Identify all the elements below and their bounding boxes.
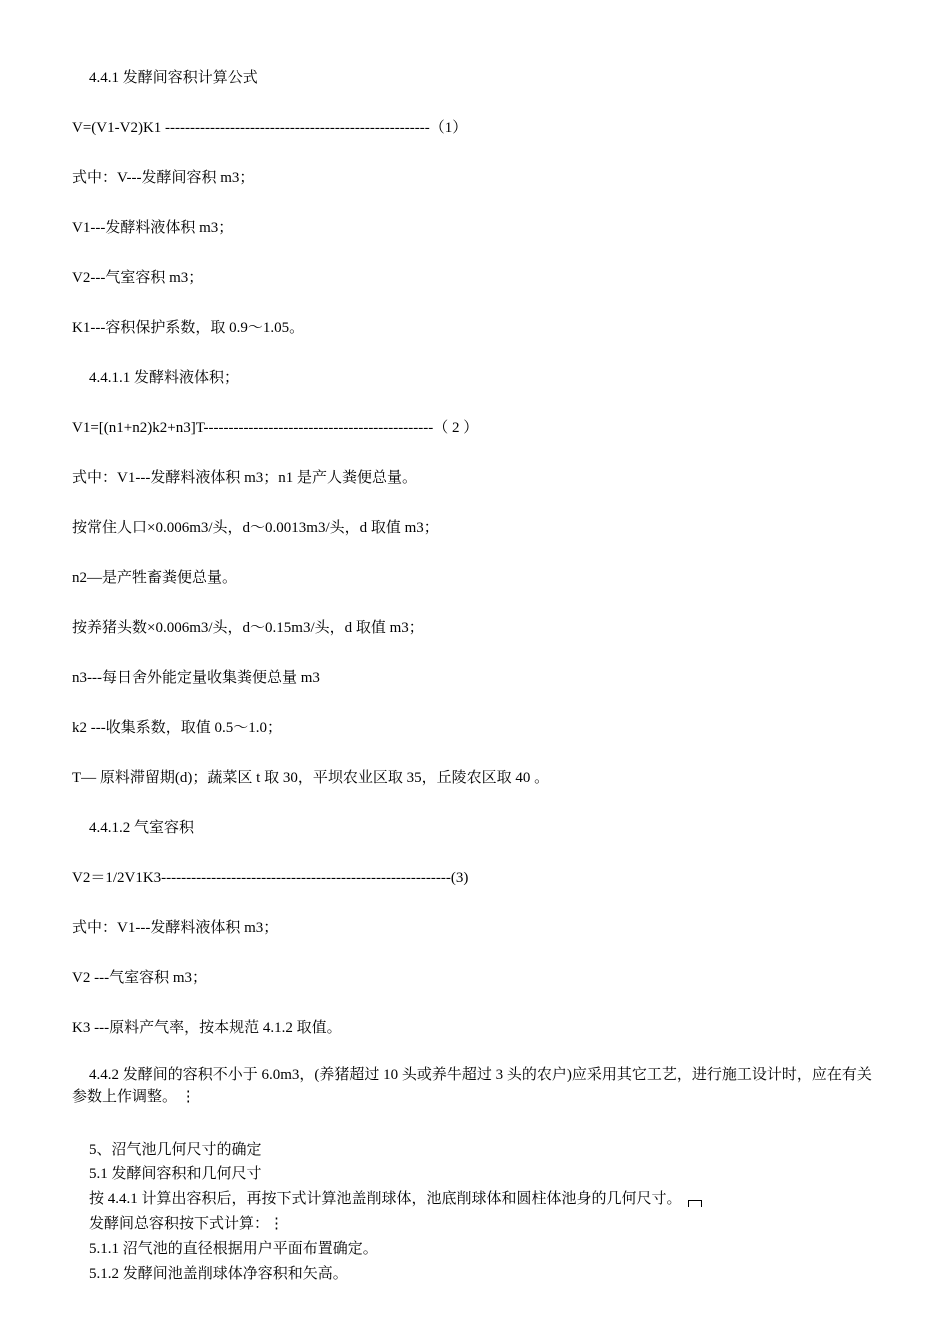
- paragraph-5-1-text: 按 4.4.1 计算出容积后，再按下式计算池盖削球体，池底削球体和圆柱体池身的几何尺寸。: [89, 1191, 682, 1207]
- definition-n2-rate: 按养猪头数×0.006m3/头，d～0.15m3/头，d 取值 m3；: [72, 620, 424, 636]
- definition-v1: V1---发酵料液体积 m3；: [72, 220, 234, 236]
- heading-4-4-1: 4.4.1 发酵间容积计算公式: [89, 70, 258, 86]
- formula-1: V=(V1-V2)K1 -----------------------------------------------------（1）: [72, 120, 468, 136]
- paragraph-4-4-2: 4.4.2 发酵间的容积不小于 6.0m3，(养猪超过 10 头或养牛超过 3 头的农户)应采用其它工艺，进行施工设计时，应在有关参数上作调整。 ⋮: [72, 1067, 872, 1105]
- definition-v2-gas: V2 ---气室容积 m3；: [72, 970, 207, 986]
- definition-n3: n3---每日舍外能定量收集粪便总量 m3: [72, 670, 320, 686]
- formula-2: V1=[(n1+n2)k2+n3]T----------------------------------------------（ 2 ）: [72, 420, 479, 436]
- definition-t: T— 原料滞留期(d)；蔬菜区 t 取 30，平坝农业区取 35，丘陵农区取 40 。: [72, 770, 550, 786]
- bracket-mark-icon: [688, 1200, 702, 1207]
- heading-5-1-1: 5.1.1 沼气池的直径根据用户平面布置确定。: [89, 1241, 378, 1257]
- definition-n2: n2—是产牲畜粪便总量。: [72, 570, 238, 586]
- definition-k3: K3 ---原料产气率，按本规范 4.1.2 取值。: [72, 1020, 342, 1036]
- heading-4-4-1-1: 4.4.1.1 发酵料液体积；: [89, 370, 240, 386]
- formula-1-where: 式中：V---发酵间容积 m3；: [72, 170, 255, 186]
- heading-4-4-1-2: 4.4.1.2 气室容积: [89, 820, 195, 836]
- total-volume-intro: 发酵间总容积按下式计算：⋮: [89, 1216, 285, 1232]
- section-5-title: 5、沼气池几何尺寸的确定: [89, 1142, 262, 1158]
- formula-2-where: 式中：V1---发酵料液体积 m3；n1 是产人粪便总量。: [72, 470, 417, 486]
- definition-n1-rate: 按常住人口×0.006m3/头，d～0.0013m3/头，d 取值 m3；: [72, 520, 439, 536]
- heading-5-1: 5.1 发酵间容积和几何尺寸: [89, 1166, 262, 1182]
- heading-5-1-2: 5.1.2 发酵间池盖削球体净容积和矢高。: [89, 1266, 348, 1282]
- definition-k2: k2 ---收集系数，取值 0.5～1.0；: [72, 720, 282, 736]
- formula-3-where: 式中：V1---发酵料液体积 m3；: [72, 920, 279, 936]
- formula-3: V2＝1/2V1K3----------------------------------------------------------(3): [72, 870, 469, 886]
- definition-k1: K1---容积保护系数，取 0.9～1.05。: [72, 320, 305, 336]
- definition-v2: V2---气室容积 m3；: [72, 270, 204, 286]
- paragraph-5-1: [89, 1189, 702, 1209]
